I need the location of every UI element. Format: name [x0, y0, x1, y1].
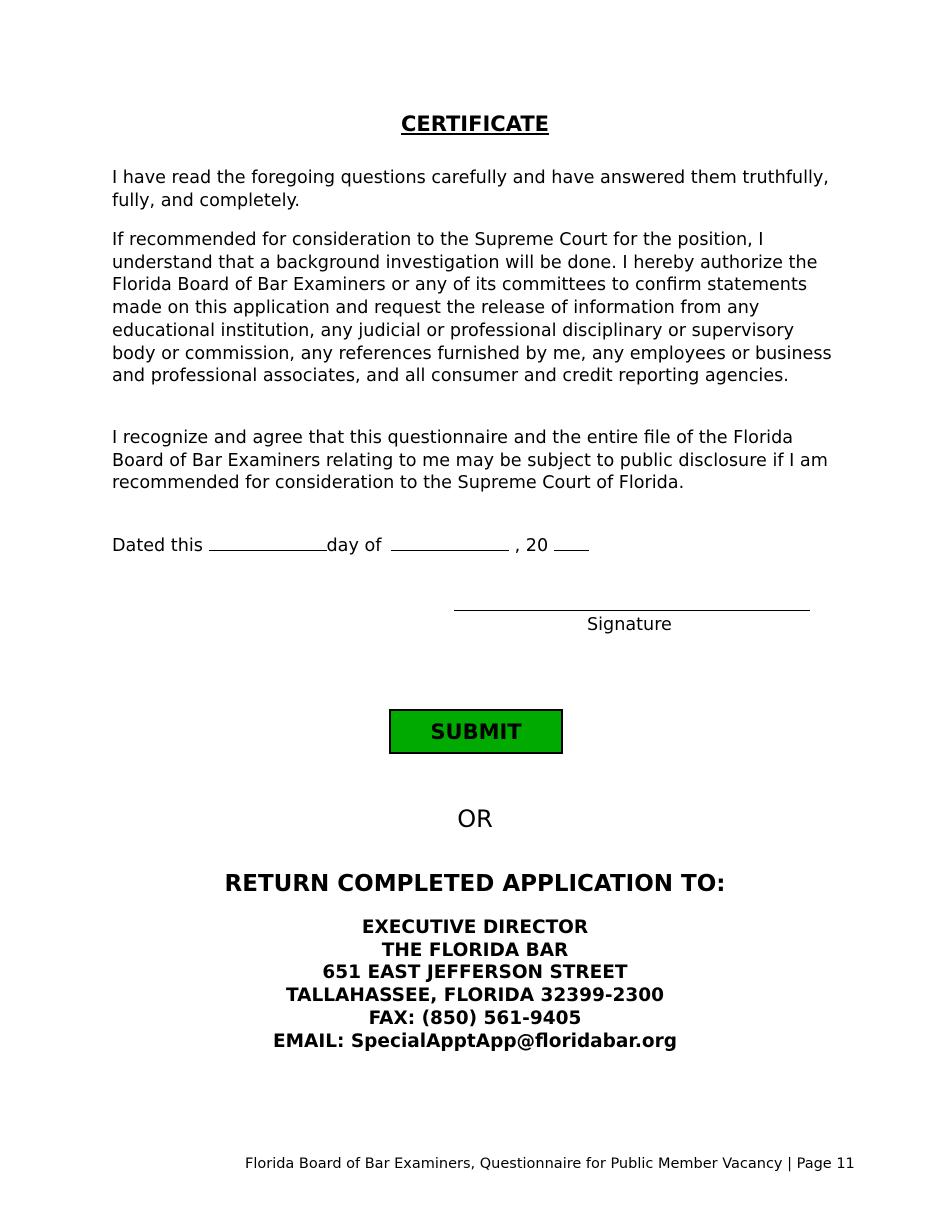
month-blank[interactable] [391, 535, 509, 551]
address-email[interactable]: EMAIL: SpecialApptApp@floridabar.org [272, 1030, 677, 1052]
address-line-1: EXECUTIVE DIRECTOR [361, 917, 589, 938]
certificate-paragraph-3: I recognize and agree that this questionnaire and the entire file of the Florida Board of Bar Examiners relating to me may be subject to public disclosure if I am recommended for consideration to the Supreme Court of Florida. [112, 428, 828, 494]
page-footer: Florida Board of Bar Examiners, Questionnaire for Public Member Vacancy | Page 11 [245, 1156, 855, 1172]
certificate-title: CERTIFICATE [401, 112, 549, 136]
signature-label: Signature [587, 615, 672, 635]
submit-button[interactable]: SUBMIT [389, 709, 563, 754]
year-blank[interactable] [554, 535, 589, 551]
or-separator: OR [457, 805, 493, 833]
certificate-paragraph-1: I have read the foregoing questions carefully and have answered them truthfully, fully, and completely. [112, 168, 829, 211]
address-line-3: 651 EAST JEFFERSON STREET [322, 962, 628, 984]
certificate-paragraph-2: If recommended for consideration to the Supreme Court for the position, I understand that a background investigation will be done. I hereby authorize the Florida Board of Bar Examiners or any of its committees to confirm statements made on this application and request the release of information from any educational institution, any judicial or professional disciplinary or supervisory body or commission, any references furnished by me, any employees or business and professional associates, and all consumer and credit reporting agencies. [112, 230, 832, 387]
dated-year-prefix: , 20 [514, 536, 549, 556]
return-heading: RETURN COMPLETED APPLICATION TO: [224, 871, 726, 897]
address-line-4: TALLAHASSEE, FLORIDA 32399-2300 [285, 985, 665, 1007]
dated-prefix: Dated this [112, 536, 203, 556]
dated-line [112, 535, 589, 558]
address-fax: FAX: (850) 561-9405 [368, 1007, 582, 1029]
return-address [0, 917, 950, 1053]
day-blank[interactable] [209, 535, 327, 551]
signature-line[interactable] [454, 610, 810, 611]
address-line-2: THE FLORIDA BAR [381, 939, 569, 961]
dated-day-of: day of [326, 536, 382, 556]
